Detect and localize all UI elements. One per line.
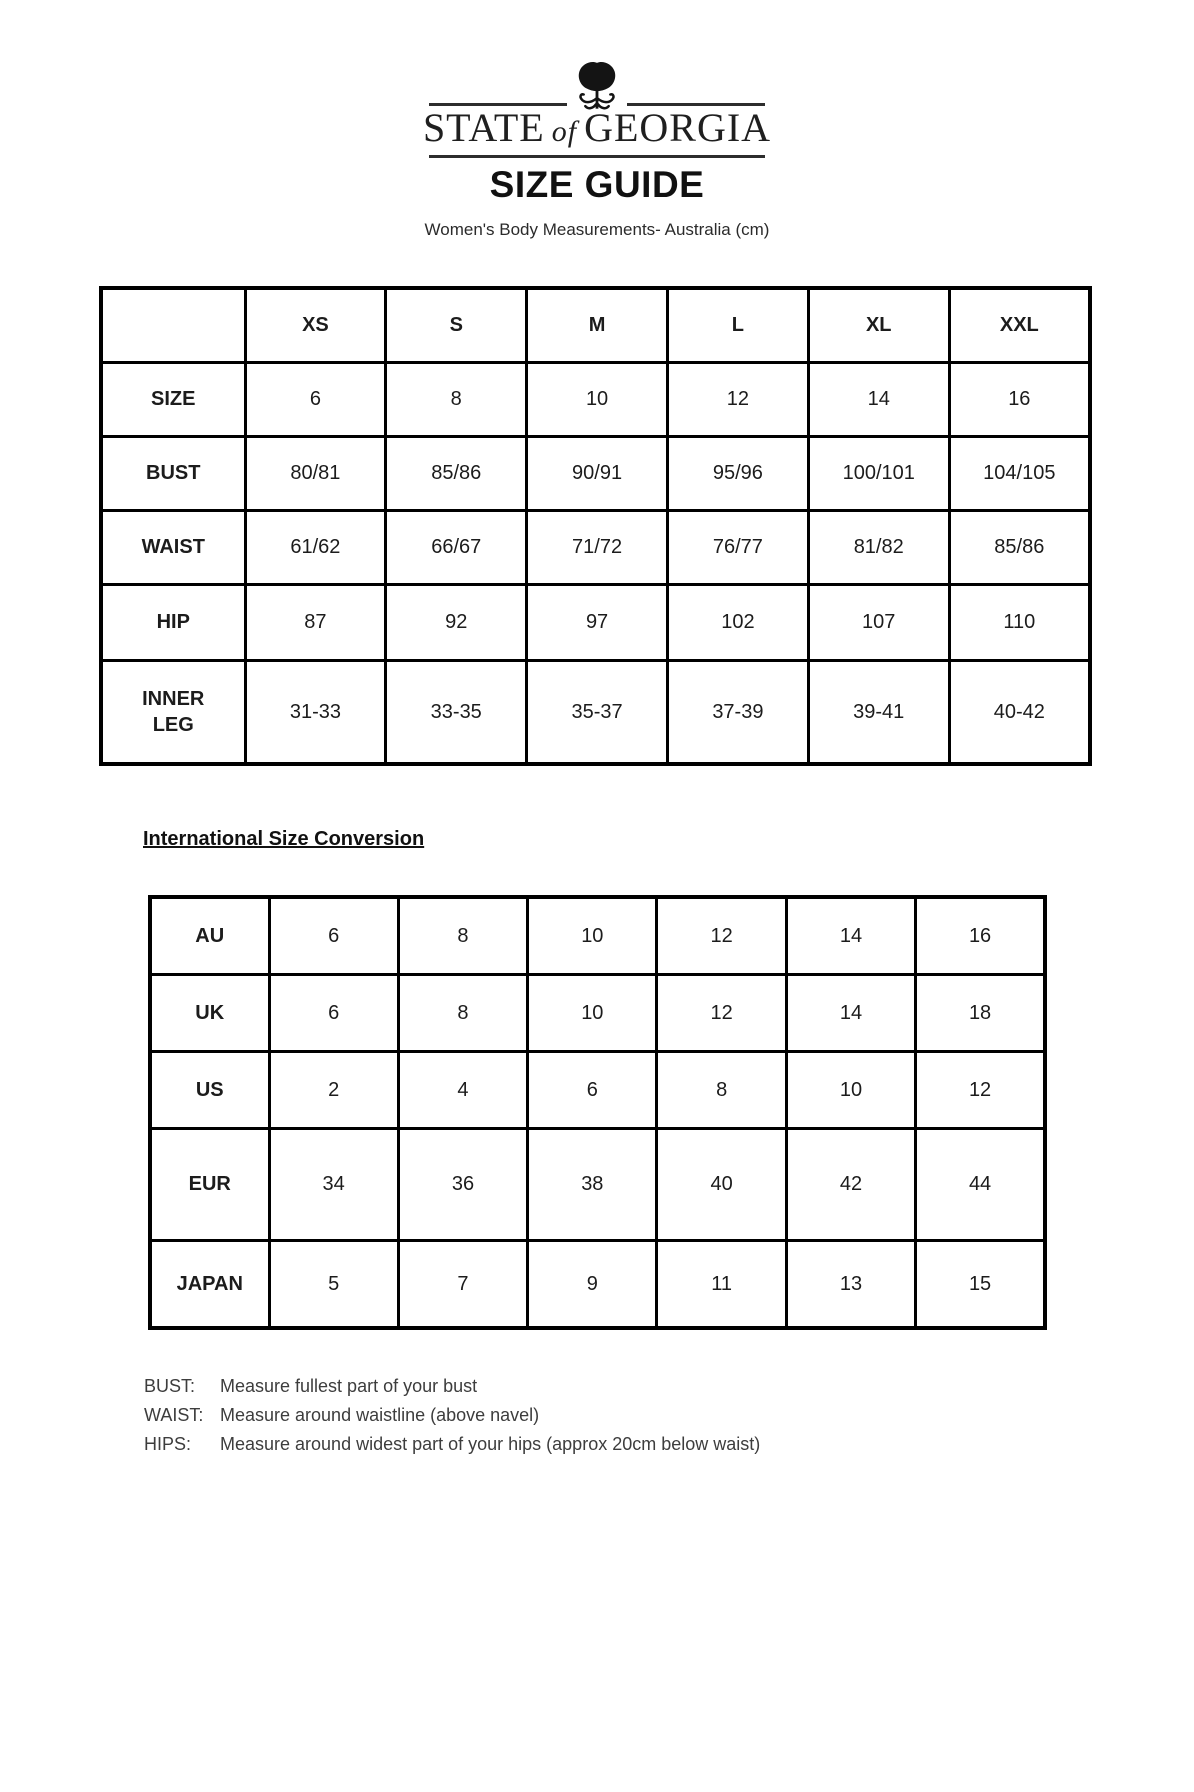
value-cell: 95/96 [667,436,808,510]
table-row [101,436,1090,510]
value-cell: 15 [916,1240,1045,1328]
value-cell: 14 [786,974,915,1051]
table-row [101,510,1090,584]
value-cell: 76/77 [667,510,808,584]
value-cell: 40 [657,1128,786,1240]
conversion-heading: International Size Conversion [143,828,425,850]
table-row [150,974,1045,1051]
table-row [101,584,1090,660]
value-cell: 18 [916,974,1045,1051]
brand-name [0,104,1194,151]
value-cell: 87 [245,584,386,660]
row-label-cell: SIZE [101,362,245,436]
brand-name-left: STATE [422,105,545,150]
value-cell: 16 [916,897,1045,974]
note-row-hips [144,1434,964,1463]
row-label-cell: JAPAN [150,1240,269,1328]
row-label-cell: US [150,1051,269,1128]
note-row-bust [144,1376,964,1405]
value-cell: 97 [527,584,668,660]
value-cell: 10 [527,362,668,436]
value-cell: 40-42 [949,660,1090,764]
value-cell: 10 [786,1051,915,1128]
value-cell: 36 [398,1128,527,1240]
note-label: HIPS: [144,1434,192,1454]
value-cell: 31-33 [245,660,386,764]
value-cell: 38 [528,1128,657,1240]
value-cell: 71/72 [527,510,668,584]
value-cell: 44 [916,1128,1045,1240]
value-cell: 107 [808,584,949,660]
table-row [150,1128,1045,1240]
page-title: SIZE GUIDE [489,164,705,205]
note-text: Measure around waistline (above navel) [220,1405,540,1425]
value-cell: 90/91 [527,436,668,510]
note-row-waist [144,1405,964,1434]
brand-name-of: of [551,115,578,148]
value-cell: 8 [657,1051,786,1128]
value-cell: 33-35 [386,660,527,764]
row-label-cell [101,288,245,362]
value-cell: 8 [398,974,527,1051]
row-label-cell: BUST [101,436,245,510]
row-label-cell: WAIST [101,510,245,584]
value-cell: M [527,288,668,362]
value-cell: 12 [657,897,786,974]
value-cell: 85/86 [386,436,527,510]
value-cell: 6 [269,897,398,974]
value-cell: 11 [657,1240,786,1328]
row-label-cell: AU [150,897,269,974]
table-row [150,897,1045,974]
value-cell: XL [808,288,949,362]
table-row [150,1240,1045,1328]
value-cell: 35-37 [527,660,668,764]
value-cell: 8 [398,897,527,974]
measurements-table [99,286,1092,766]
value-cell: 2 [269,1051,398,1128]
value-cell: 6 [269,974,398,1051]
note-text: Measure fullest part of your bust [220,1376,478,1396]
value-cell: 12 [657,974,786,1051]
value-cell: 7 [398,1240,527,1328]
row-label-cell: HIP [101,584,245,660]
value-cell: XXL [949,288,1090,362]
value-cell: L [667,288,808,362]
value-cell: 10 [528,897,657,974]
value-cell: 37-39 [667,660,808,764]
value-cell: 100/101 [808,436,949,510]
value-cell: 80/81 [245,436,386,510]
conversion-table [148,895,1047,1330]
value-cell: 110 [949,584,1090,660]
page-subtitle: Women's Body Measurements- Australia (cm) [424,220,770,239]
value-cell: 104/105 [949,436,1090,510]
brand-rule-bottom [429,155,765,158]
note-label: BUST: [144,1376,196,1396]
value-cell: 10 [528,974,657,1051]
table-row [101,660,1090,764]
value-cell: 42 [786,1128,915,1240]
value-cell: 66/67 [386,510,527,584]
value-cell: 9 [528,1240,657,1328]
row-label-cell: EUR [150,1128,269,1240]
table-row [150,1051,1045,1128]
value-cell: 12 [916,1051,1045,1128]
value-cell: 12 [667,362,808,436]
table-row [101,362,1090,436]
value-cell: 5 [269,1240,398,1328]
value-cell: 14 [786,897,915,974]
value-cell: 39-41 [808,660,949,764]
value-cell: 6 [245,362,386,436]
note-label: WAIST: [144,1405,204,1425]
value-cell: 81/82 [808,510,949,584]
note-text: Measure around widest part of your hips (approx 20cm below waist) [220,1434,761,1454]
value-cell: S [386,288,527,362]
value-cell: 34 [269,1128,398,1240]
value-cell: 85/86 [949,510,1090,584]
value-cell: 102 [667,584,808,660]
value-cell: 14 [808,362,949,436]
value-cell: 16 [949,362,1090,436]
value-cell: 92 [386,584,527,660]
value-cell: 13 [786,1240,915,1328]
brand-name-right: GEORGIA [584,105,772,150]
value-cell: 6 [528,1051,657,1128]
value-cell: 61/62 [245,510,386,584]
value-cell: 4 [398,1051,527,1128]
value-cell: XS [245,288,386,362]
row-label-cell: UK [150,974,269,1051]
measurement-notes [144,1376,964,1463]
row-label-cell: INNER LEG [101,660,245,764]
value-cell: 8 [386,362,527,436]
table-row [101,288,1090,362]
